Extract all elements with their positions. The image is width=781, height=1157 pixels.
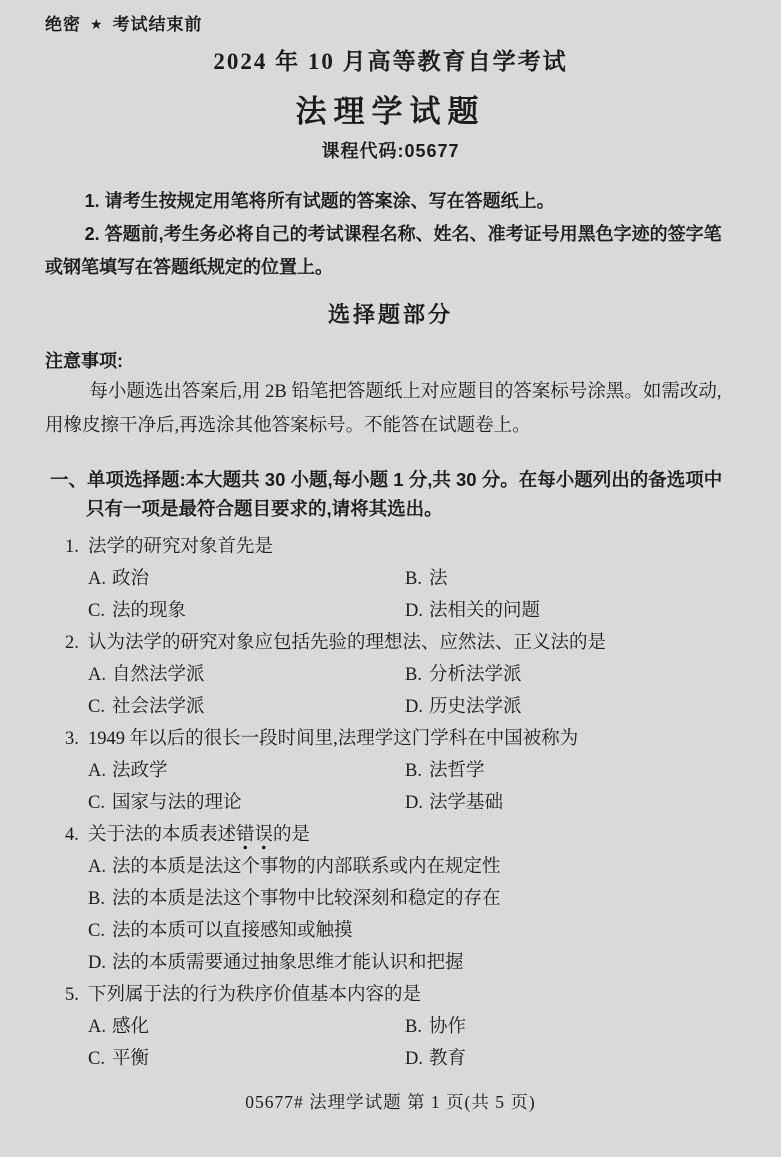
option-a xyxy=(88,755,405,787)
option-a xyxy=(88,851,736,883)
option-text: 教育 xyxy=(429,1049,467,1069)
option-a xyxy=(88,659,405,691)
option-a xyxy=(88,563,405,595)
option-text: 社会法学派 xyxy=(112,697,205,717)
option-label: A. xyxy=(88,761,106,781)
section-title: 选择题部分 xyxy=(327,302,453,327)
option-label: D. xyxy=(405,793,423,813)
option-b xyxy=(88,883,736,915)
option-d xyxy=(405,1043,736,1075)
option-label: C. xyxy=(88,921,105,941)
option-label: B. xyxy=(88,889,105,909)
option-text: 分析法学派 xyxy=(429,665,522,685)
option-text: 法的现象 xyxy=(112,601,187,621)
option-label: A. xyxy=(88,1017,106,1037)
instruction-item-2: 2. 答题前,考生务必将自己的考试课程名称、姓名、准考证号用黑色字迹的签字笔或钢笔填写在答题纸规定的位置上。 xyxy=(45,224,722,277)
notice-body: 每小题选出答案后,用 2B 铅笔把答题纸上对应题目的答案标号涂黑。如需改动,用橡皮擦干净后,再选涂其他答案标号。不能答在试题卷上。 xyxy=(45,382,722,436)
option-a xyxy=(88,1011,405,1043)
option-label: A. xyxy=(88,857,106,877)
option-b xyxy=(405,755,736,787)
stem-text: 的是 xyxy=(273,825,311,845)
option-text: 协作 xyxy=(429,1017,467,1037)
option-label: B. xyxy=(405,1017,422,1037)
option-label: D. xyxy=(88,953,106,973)
question-stem xyxy=(88,819,736,851)
option-text: 法哲学 xyxy=(429,761,485,781)
option-d xyxy=(405,787,736,819)
notice-heading: 注意事项: xyxy=(45,351,123,371)
option-text: 国家与法的理论 xyxy=(112,793,242,813)
option-d xyxy=(405,595,736,627)
course-code: 课程代码:05677 xyxy=(321,141,460,161)
option-d xyxy=(88,947,736,979)
option-b xyxy=(405,1011,736,1043)
exam-subject-title: 法理学试题 xyxy=(295,94,486,129)
option-b xyxy=(405,563,736,595)
stem-text: 关于法的本质表述 xyxy=(88,825,237,845)
option-text: 法学基础 xyxy=(429,793,504,813)
question-stem: 1949 年以后的很长一段时间里,法理学这门学科在中国被称为 xyxy=(88,729,579,749)
option-text: 法的本质可以直接感知或触摸 xyxy=(112,921,353,941)
question-stem: 法学的研究对象首先是 xyxy=(88,537,274,557)
option-label: A. xyxy=(88,665,106,685)
option-text: 感化 xyxy=(112,1017,150,1037)
option-label: C. xyxy=(88,793,105,813)
option-text: 法相关的问题 xyxy=(429,601,541,621)
question-item-4 xyxy=(45,819,736,979)
option-b xyxy=(405,659,736,691)
question-number: 3. xyxy=(65,729,79,749)
option-text: 自然法学派 xyxy=(112,665,205,685)
option-text: 法 xyxy=(429,569,448,589)
question-number: 5. xyxy=(65,985,79,1005)
option-label: B. xyxy=(405,761,422,781)
question-item-1 xyxy=(45,531,736,627)
option-c xyxy=(88,595,405,627)
star-icon: ★ xyxy=(90,16,104,32)
stem-emphasized-text: 错误 xyxy=(236,825,273,850)
option-text: 法的本质是法这个事物中比较深刻和稳定的存在 xyxy=(112,889,501,909)
exam-session-title: 2024 年 10 月高等教育自学考试 xyxy=(213,49,568,74)
classification-banner xyxy=(45,10,736,35)
classification-right-label: 考试结束前 xyxy=(112,15,203,34)
option-c xyxy=(88,915,736,947)
option-label: A. xyxy=(88,569,106,589)
option-c xyxy=(88,1043,405,1075)
option-d xyxy=(405,691,736,723)
option-label: B. xyxy=(405,569,422,589)
question-item-2 xyxy=(45,627,736,723)
question-item-5 xyxy=(45,979,736,1075)
page-footer: 05677# 法理学试题 第 1 页(共 5 页) xyxy=(245,1092,536,1112)
option-text: 历史法学派 xyxy=(429,697,522,717)
option-label: C. xyxy=(88,1049,105,1069)
classification-left-label: 绝密 xyxy=(45,15,81,34)
question-stem: 下列属于法的行为秩序价值基本内容的是 xyxy=(88,985,422,1005)
question-list xyxy=(45,531,736,1075)
option-c xyxy=(88,787,405,819)
question-number: 2. xyxy=(65,633,79,653)
option-text: 政治 xyxy=(112,569,150,589)
option-c xyxy=(88,691,405,723)
option-label: D. xyxy=(405,697,423,717)
question-stem: 认为法学的研究对象应包括先验的理想法、应然法、正义法的是 xyxy=(88,633,607,653)
part-heading: 一、单项选择题:本大题共 30 小题,每小题 1 分,共 30 分。在每小题列出的备选项中只有一项是最符合题目要求的,请将其选出。 xyxy=(50,469,723,519)
option-text: 法的本质需要通过抽象思维才能认识和把握 xyxy=(112,953,464,973)
option-label: C. xyxy=(88,697,105,717)
general-instructions xyxy=(45,185,736,284)
option-text: 法的本质是法这个事物的内部联系或内在规定性 xyxy=(112,857,501,877)
option-label: D. xyxy=(405,601,423,621)
question-number: 1. xyxy=(65,537,79,557)
option-label: C. xyxy=(88,601,105,621)
option-label: D. xyxy=(405,1049,423,1069)
instruction-item-1: 1. 请考生按规定用笔将所有试题的答案涂、写在答题纸上。 xyxy=(84,191,555,211)
option-text: 法政学 xyxy=(112,761,168,781)
option-text: 平衡 xyxy=(112,1049,150,1069)
question-number: 4. xyxy=(65,825,79,845)
option-label: B. xyxy=(405,665,422,685)
question-item-3 xyxy=(45,723,736,819)
